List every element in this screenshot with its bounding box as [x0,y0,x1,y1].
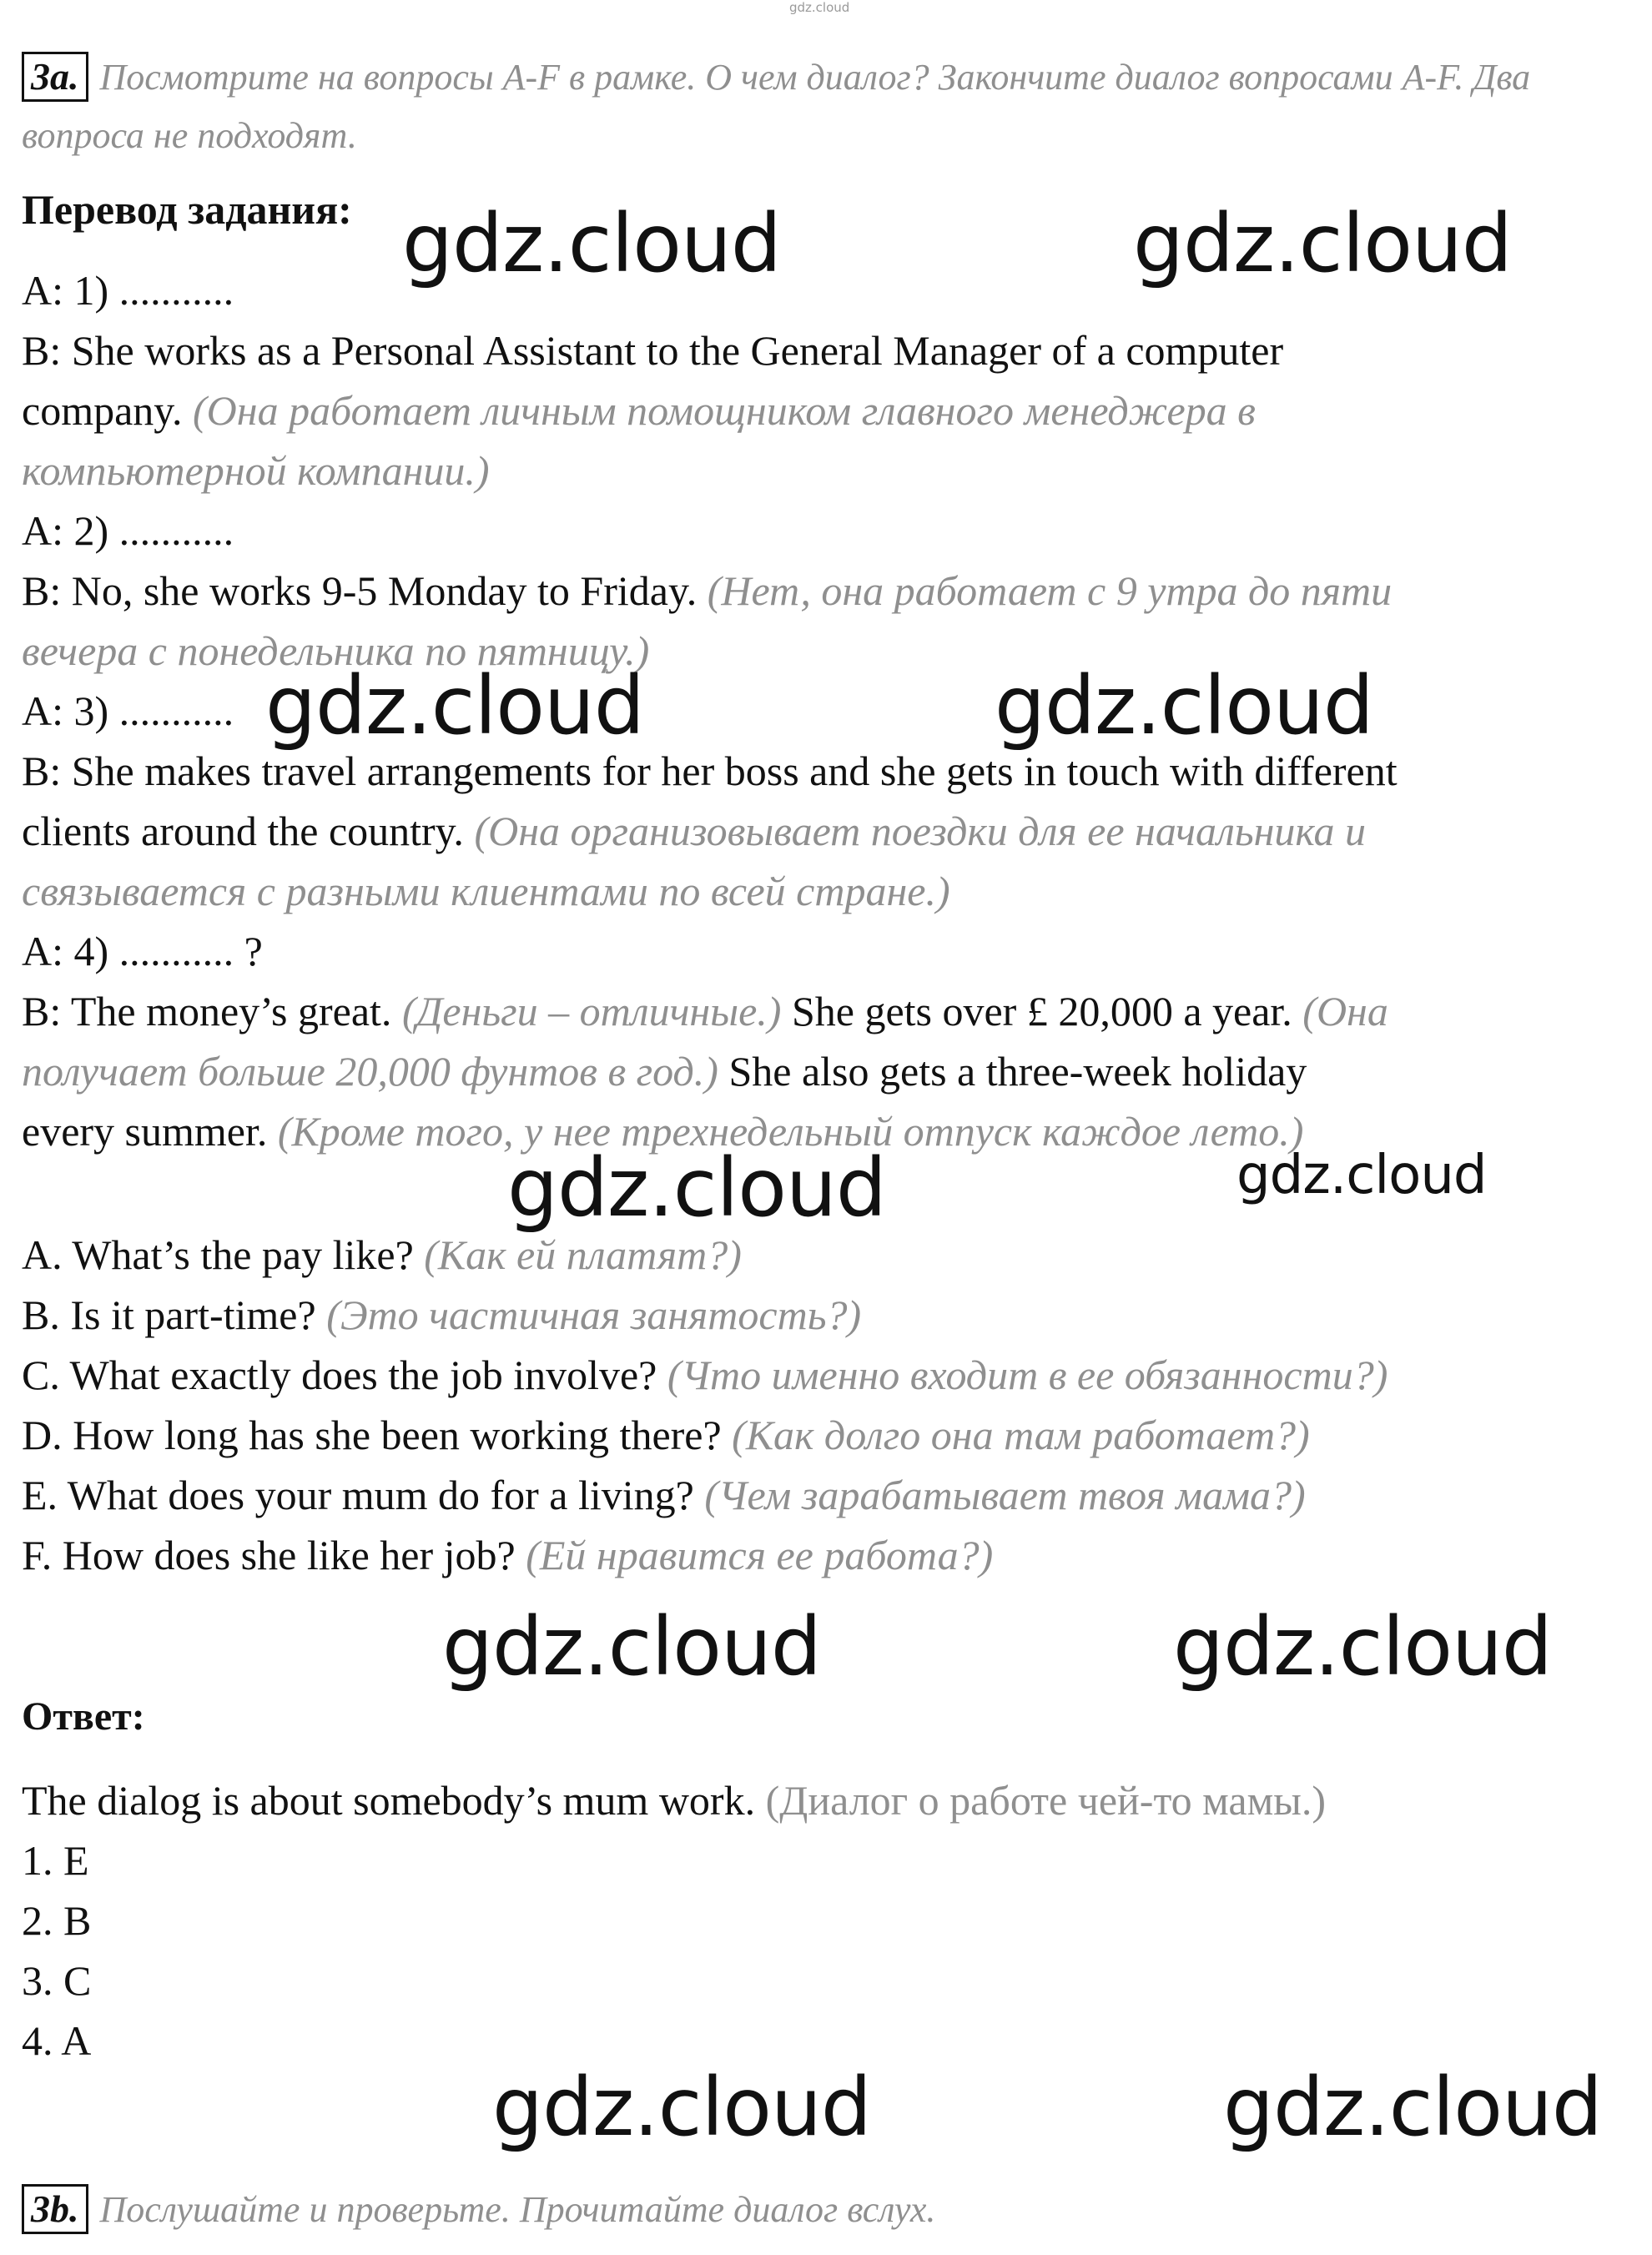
watermark: gdz.cloud [442,1600,821,1694]
question-text: F. How does she like her job? [22,1532,516,1578]
question-translation: (Как долго она там работает?) [732,1412,1310,1458]
answer-item: 3. C [22,1957,92,2004]
dialog-translation: (Нет, она работает с 9 утра до пяти [707,567,1393,614]
answer-item: 1. E [22,1837,89,1884]
watermark: gdz.cloud [265,659,644,753]
question-translation: (Что именно входит в ее обязанности?) [667,1351,1388,1398]
dialog-translation: (Она работает личным помощником главного менеджера в [193,387,1256,434]
question-text: C. What exactly does the job involve? [22,1351,657,1398]
watermark: gdz.cloud [1236,1145,1487,1206]
dialog-text: B: No, she works 9-5 Monday to Friday. [22,567,698,614]
question-text: A. What’s the pay like? [22,1231,414,1278]
dialog-text: A: 4) ........... ? [22,928,263,974]
dialog-translation: компьютерной компании.) [22,447,490,494]
dialog-text: B: She works as a Personal Assistant to the General Manager of a computer [22,327,1284,374]
dialog-text: She also gets a three-week holiday [728,1048,1307,1095]
question-text: E. What does your mum do for a living? [22,1472,694,1518]
dialog-translation: (Деньги – отличные.) [401,988,782,1034]
question-item [22,1525,993,1585]
dialog-translation: получает больше 20,000 фунтов в год.) [22,1048,718,1095]
dialog-translation: вечера с понедельника по пятницу.) [22,627,650,674]
dialog-line [22,380,1256,440]
task-3a [22,48,1624,165]
dialog-line [22,861,950,921]
answer-intro [22,1770,1326,1830]
dialog-line [22,801,1366,861]
watermark: gdz.cloud [402,197,781,290]
question-text: B. Is it part-time? [22,1291,316,1338]
watermark: gdz.cloud [492,2061,871,2154]
answer-intro-text: The dialog is about somebody’s mum work. [22,1777,756,1824]
question-item [22,1405,1310,1465]
watermark: gdz.cloud [507,1141,886,1235]
question-text: D. How long has she been working there? [22,1412,722,1458]
question-item [22,1345,1388,1405]
dialog-line [22,561,1392,621]
dialog-line [22,440,490,501]
question-item [22,1285,861,1345]
dialog-text: A: 2) ........... [22,507,234,554]
dialog-translation: (Она организовывает поездки для ее начальника и [474,808,1367,854]
dialog-line [22,921,263,981]
answer-intro-translation: (Диалог о работе чей-то мамы.) [765,1777,1327,1824]
dialog-line [22,320,1283,380]
answer-item: 4. A [22,2017,92,2064]
task-3b [22,2181,1624,2239]
dialog-text: company. [22,387,183,434]
dialog-line [22,1041,1307,1101]
question-translation: (Чем зарабатывает твоя мама?) [704,1472,1306,1518]
question-item [22,1465,1306,1525]
dialog-line [22,501,234,561]
question-translation: (Ей нравится ее работа?) [526,1532,994,1578]
dialog-translation: связывается с разными клиентами по всей стране.) [22,868,950,914]
question-translation: (Как ей платят?) [424,1231,742,1278]
watermark: gdz.cloud [1133,197,1512,290]
watermark: gdz.cloud [1173,1600,1552,1694]
answer-heading: Ответ: [22,1694,145,1739]
dialog-translation: (Она [1302,988,1388,1034]
translation-heading: Перевод задания: [22,186,352,233]
answer-item: 2. B [22,1897,92,1944]
task-3b-instruction: Послушайте и проверьте. Прочитайте диалог вслух. [99,2189,936,2230]
task-3a-badge: 3a. [22,52,88,102]
dialog-text: clients around the country. [22,808,464,854]
watermark: gdz.cloud [1223,2061,1602,2154]
dialog-text: B: She makes travel arrangements for her boss and she gets in touch with different [22,747,1398,794]
top-watermark: gdz.cloud [789,0,850,15]
task-3b-badge: 3b. [22,2184,88,2234]
task-3a-instruction: Посмотрите на вопросы A-F в рамке. О чем диалог? Закончите диалог вопросами A-F. Два вопроса не подходят. [22,57,1531,156]
dialog-text: A: 1) ........... [22,267,234,314]
dialog-text: every summer. [22,1108,268,1155]
question-translation: (Это частичная занятость?) [326,1291,862,1338]
dialog-text: A: 3) ........... [22,687,234,734]
dialog-line [22,681,234,741]
dialog-text: B: The money’s great. [22,988,392,1034]
dialog-text: She gets over £ 20,000 a year. [791,988,1292,1034]
dialog-translation: (Кроме того, у нее трехнедельный отпуск каждое лето.) [277,1108,1304,1155]
dialog-line [22,981,1388,1041]
watermark: gdz.cloud [995,659,1373,753]
dialog-line [22,260,234,320]
